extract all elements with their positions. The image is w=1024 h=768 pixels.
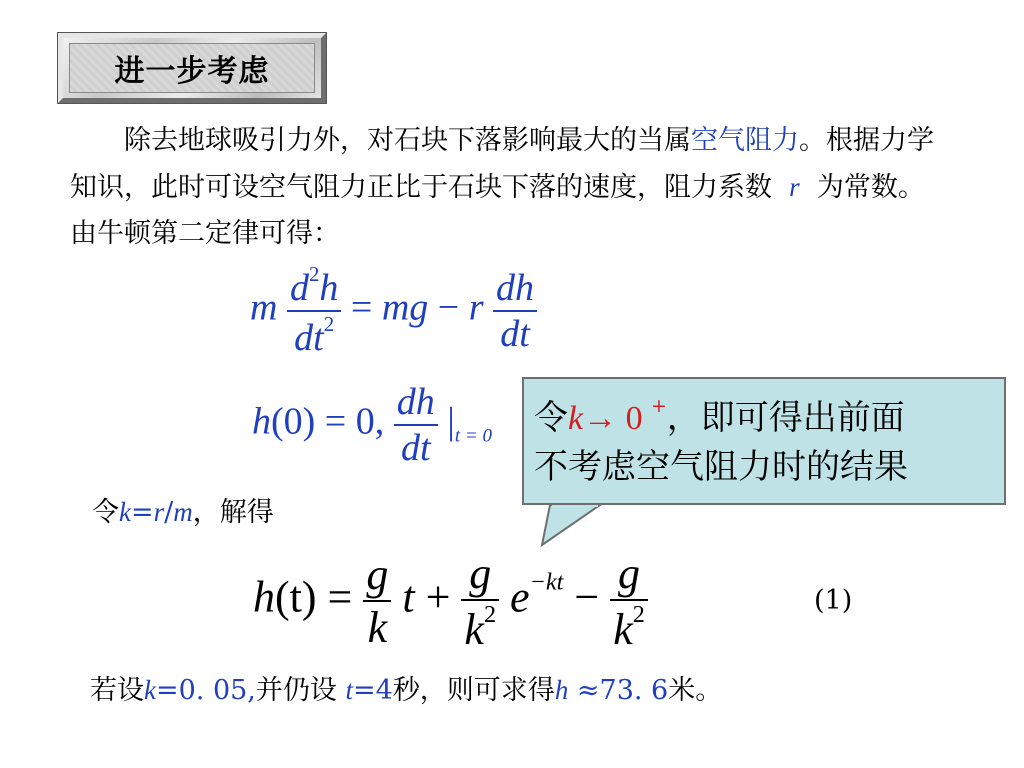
eq3-sup2a: 2 (483, 601, 497, 628)
callout-arrow: → 0 (583, 399, 652, 437)
intro-air-resistance: 空气阻力 (691, 125, 799, 156)
result-k-value: =0. 05, (155, 675, 256, 706)
lineK-slash: / (164, 497, 174, 528)
eq2-bar: | (447, 400, 455, 443)
result-text-d: 米。 (668, 675, 723, 706)
eq1-m: m (250, 286, 278, 329)
eq3-h: h (253, 572, 275, 622)
lineK-k: k (119, 497, 131, 527)
eq1-minus: − (428, 286, 469, 329)
callout-ling: 令 (534, 397, 568, 438)
title-plate-inner (69, 43, 315, 93)
eq3-k1: k (367, 603, 388, 653)
eq3-g3: g (618, 549, 640, 598)
equation-initial (252, 380, 492, 470)
define-k-line (92, 490, 274, 529)
title-plate (58, 33, 326, 103)
callout-tail (540, 500, 620, 550)
eq3-k3: k (613, 604, 633, 654)
result-k: k (144, 675, 156, 705)
lineK-eq: = (130, 497, 154, 528)
eq1-r: r (468, 286, 484, 329)
result-h: h (554, 675, 569, 705)
callout-line-2: 不考虑空气阻力时的结果 (534, 446, 908, 487)
eq2-h0: (0) = 0, (271, 400, 385, 443)
eq1-mg: mg (381, 286, 429, 329)
eq3-e: e (510, 572, 530, 622)
callout-text-1: ，即可得出前面 (666, 397, 905, 438)
eq1-h: h (319, 266, 339, 309)
equation-solution (253, 548, 648, 655)
eq3-t: t (402, 572, 415, 622)
result-text-b: 并仍设 (255, 675, 346, 706)
callout-box (522, 377, 1006, 505)
intro-text-1: 除去地球吸引力外，对石块下落影响最大的当属 (124, 125, 691, 156)
eq1-d: d (289, 266, 309, 309)
lineK-text: ，解得 (192, 497, 274, 528)
lineK-ling: 令 (92, 497, 119, 528)
eq1-dh: dh (496, 266, 535, 309)
lineK-r: r (153, 497, 165, 527)
eq2-dh: dh (396, 381, 435, 423)
section-title: 进一步考虑 (114, 54, 270, 89)
result-line (90, 668, 722, 707)
intro-indent (70, 125, 124, 156)
eq2-frac-dhdt (394, 380, 438, 470)
callout-plus: + (651, 396, 667, 417)
intro-text-3: 为常数。由牛顿第二定律可得： (70, 172, 925, 249)
eq2-dt: dt (400, 427, 431, 469)
eq3-frac-g-k2-b (610, 548, 648, 655)
eq3-frac-g-k2-a (461, 548, 499, 655)
eq3-sup2b: 2 (632, 601, 645, 628)
eq1-frac-dhdt (493, 266, 537, 356)
result-t-value: =4 (353, 675, 393, 706)
eq3-g2: g (469, 549, 492, 598)
eq1-sup-2b: 2 (323, 311, 335, 336)
intro-coefficient-r: r (789, 172, 800, 202)
result-text-a: 若设 (90, 675, 144, 706)
eq3-exponent: −kt (529, 568, 564, 596)
lineK-m: m (173, 497, 193, 527)
eq3-frac-g-k (363, 549, 391, 653)
eq3-g1: g (366, 550, 389, 600)
callout-k: k (568, 399, 584, 437)
callout-line-1 (534, 383, 994, 443)
equation-motion (250, 262, 537, 360)
eq3-minus: − (563, 572, 611, 622)
result-text-c: 秒，则可求得 (392, 675, 555, 706)
result-h-value: ≈73. 6 (568, 675, 669, 706)
eq1-dt2: dt (500, 312, 530, 355)
eq3-t-arg: (t) (275, 572, 317, 622)
equation-number: (1) (814, 585, 853, 616)
eq1-equals: = (350, 286, 382, 329)
intro-paragraph (70, 118, 940, 257)
eq2-h: h (252, 400, 271, 443)
eq1-sup-2: 2 (308, 262, 320, 286)
eq3-plus: + (414, 572, 462, 622)
intro-text-2: 。根据力学知识，此时可设空气阻力正比于石块下落的速度，阻力系数 (70, 125, 934, 203)
eq1-dt: dt (294, 316, 324, 359)
eq1-frac-d2h (287, 262, 341, 360)
eq3-equals: = (316, 572, 364, 622)
eq2-sub: t = 0 (454, 425, 492, 447)
result-t: t (345, 675, 353, 705)
eq3-k2: k (464, 604, 484, 654)
